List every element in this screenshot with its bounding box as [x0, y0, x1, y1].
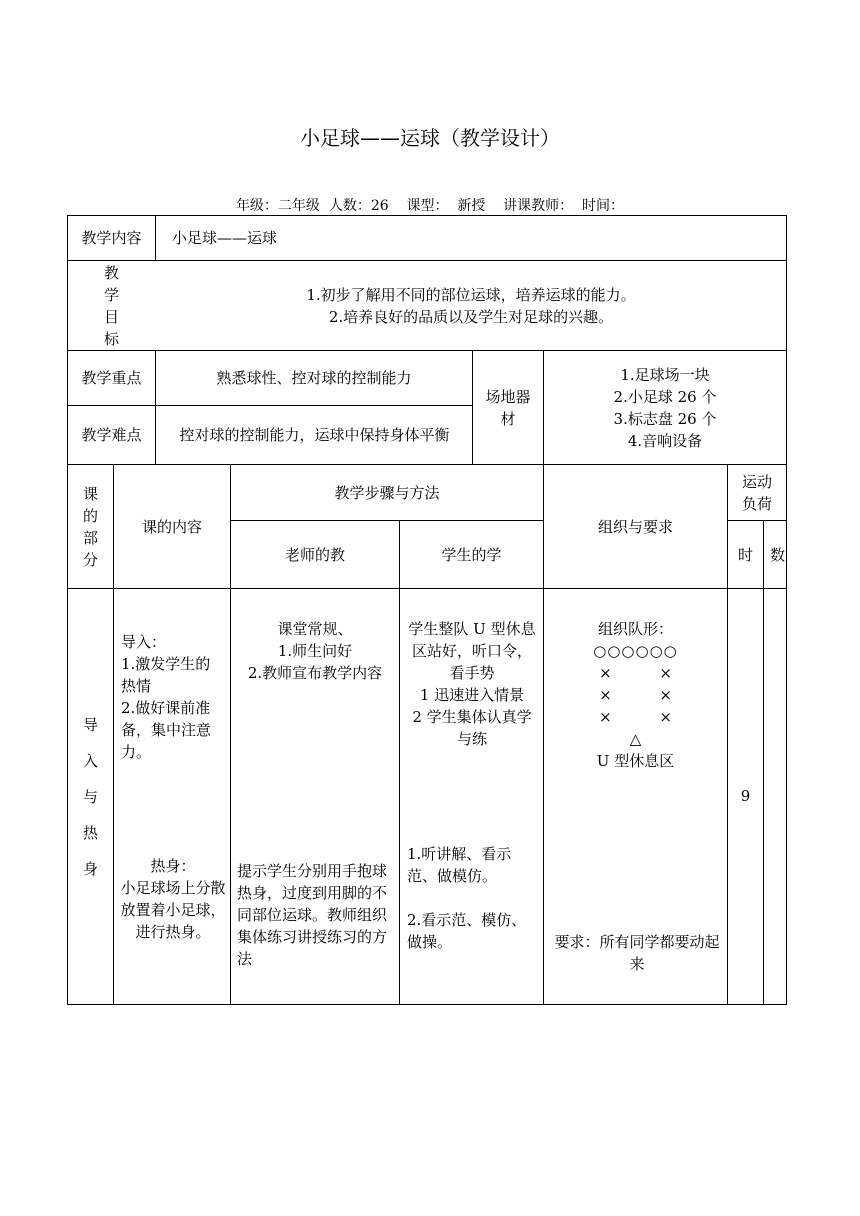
org-formation-title: 组织队形： [597, 620, 673, 638]
venue-equipment-list: 1.足球场一块 2.小足球 26 个 3.标志盘 26 个 4.音响设备 [613, 365, 717, 450]
venue-equipment-label: 场地器 材 [485, 387, 531, 428]
lesson-plan-table [67, 215, 787, 1005]
student-intro: 学生整队 U 型休息区站好，听口令，看手势 1 迅速进入情景 2 学生集体认真学与练 [408, 620, 536, 748]
org-requirement: 要求：所有同学都要动起来 [554, 933, 720, 973]
header-organization: 组织与要求 [597, 517, 673, 536]
student-warmup-1: 1.听讲解、看示范、做模仿。 [407, 845, 512, 885]
section-intro-warmup: 导 入 与 热 身 [82, 715, 98, 878]
table-rule [155, 215, 156, 260]
teaching-goals-text: 1.初步了解用不同的部位运球，培养运球的能力。 2.培养良好的品质以及学生对足球的兴趣。 [306, 285, 636, 326]
header-teaching-steps: 教学步骤与方法 [334, 483, 440, 502]
document-title: 小足球——运球（教学设计） [300, 126, 560, 150]
lesson-meta-line: 年级：二年级 人数：26 课型： 新授 讲课教师： 时间： [235, 198, 625, 214]
content-warmup: 热身： 小足球场上分散放置着小足球，进行热身。 [120, 857, 226, 941]
org-circles-row: ○○○○○○ [593, 642, 678, 660]
content-intro: 导入： 1.激发学生的热情 2.做好课前准备，集中注意力。 [121, 633, 212, 761]
org-rest-area: U 型休息区 [596, 752, 675, 770]
table-rule [67, 588, 787, 589]
header-student: 学生的学 [441, 545, 502, 564]
difficulty-label: 教学难点 [81, 426, 142, 444]
table-border-bottom [67, 1004, 787, 1005]
teacher-intro: 课堂常规、 1.师生问好 2.教师宣布教学内容 [247, 620, 383, 682]
header-lesson-content: 课的内容 [141, 517, 202, 536]
time-value: 9 [740, 787, 751, 805]
org-cross-row: × × [599, 708, 672, 726]
key-points-label: 教学重点 [81, 369, 142, 387]
org-triangle: △ [629, 730, 642, 748]
table-rule [763, 520, 764, 1004]
org-cross-row: × × [599, 686, 672, 704]
teacher-warmup: 提示学生分别用手抱球热身，过度到用脚的不同部位运球。教师组织集体练习讲授练习的方法 [237, 862, 388, 968]
teaching-goals-label: 教 学 目 标 [103, 263, 119, 348]
table-border-right [786, 215, 787, 1005]
header-count: 数 [770, 545, 786, 564]
header-time: 时 [737, 545, 753, 564]
student-warmup-2: 2.看示范、模仿、做操。 [407, 911, 527, 951]
header-teacher: 老师的教 [284, 545, 345, 564]
key-points-text: 熟悉球性、控对球的控制能力 [216, 369, 412, 387]
header-exercise-load: 运动 负荷 [741, 472, 772, 513]
teaching-content-value: 小足球——运球 [172, 229, 278, 247]
teaching-content-label: 教学内容 [81, 229, 142, 247]
table-rule [399, 520, 400, 1004]
org-cross-row: × × [599, 664, 672, 682]
header-lesson-part: 课 的 部 分 [82, 484, 98, 569]
difficulty-text: 控对球的控制能力，运球中保持身体平衡 [179, 426, 450, 444]
